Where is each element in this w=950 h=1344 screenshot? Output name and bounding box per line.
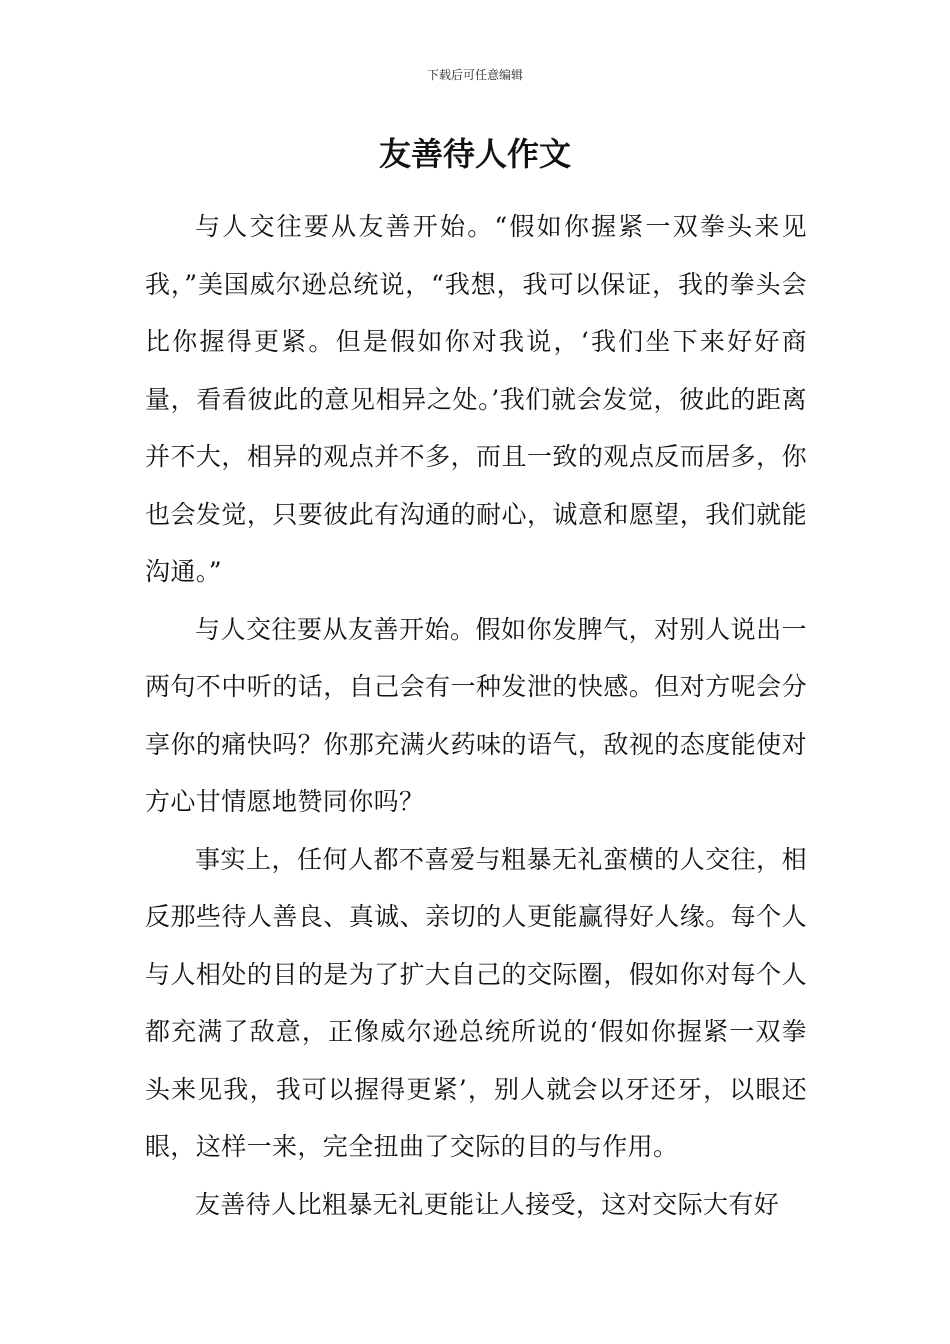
document-title: 友善待人作文 — [378, 135, 571, 173]
document-body — [145, 198, 807, 1233]
paragraph-3: 事实上，任何人都不喜爱与粗暴无礼蛮横的人交往，相反那些待人善良、真诚、亲切的人更能赢得好人缘。每个人与人相处的目的是为了扩大自己的交际圈，假如你对每个人都充满了敌意，正像威尔逊总统所说的‘假如你握紧一双拳头来见我，我可以握得更紧’，别人就会以牙还牙，以眼还眼，这样一来，完全扭曲了交际的目的与作用。 — [145, 844, 807, 1161]
paragraph-1: 与人交往要从友善开始。“假如你握紧一双拳头来见我，”美国威尔逊总统说，“我想，我可以保证，我的拳头会比你握得更紧。但是假如你对我说，‘我们坐下来好好商量，看看彼此的意见相异之处。’我们就会发觉，彼此的距离并不大，相异的观点并不多，而且一致的观点反而居多，你也会发觉，只要彼此有沟通的耐心，诚意和愿望，我们就能沟通。” — [145, 212, 807, 586]
paragraph-4: 友善待人比粗暴无礼更能让人接受，这对交际大有好 — [195, 1189, 780, 1219]
paragraph-2: 与人交往要从友善开始。假如你发脾气，对别人说出一两句不中听的话，自己会有一种发泄的快感。但对方呢会分享你的痛快吗？你那充满火药味的语气，敌视的态度能使对方心甘情愿地赞同你吗？ — [145, 614, 807, 816]
page-header: 下载后可任意编辑 — [426, 68, 523, 82]
